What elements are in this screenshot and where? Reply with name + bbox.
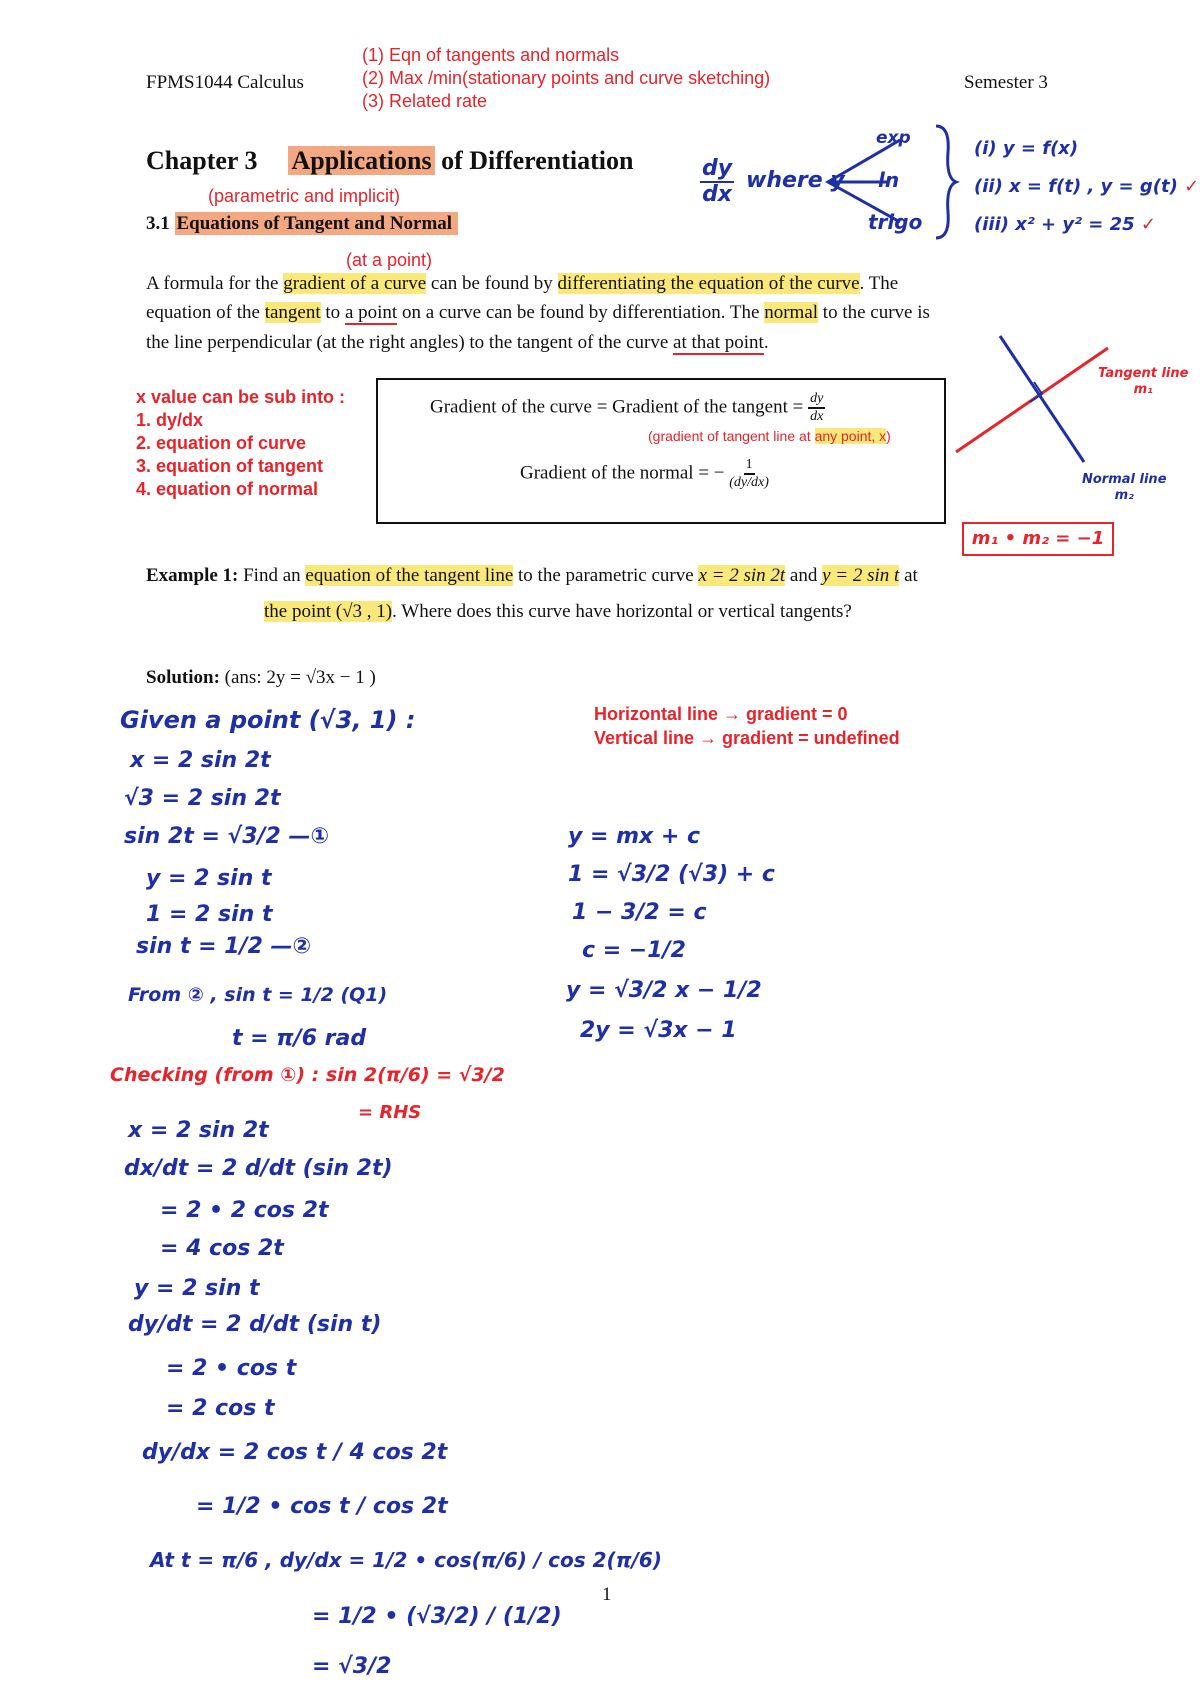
- example-label: Example 1:: [146, 565, 239, 586]
- semester-label: Semester 3: [964, 72, 1048, 93]
- work-line: y = mx + c: [568, 824, 700, 849]
- work-line: = 2 • cos t: [166, 1356, 297, 1381]
- work-line: x = 2 sin 2t: [128, 1118, 269, 1143]
- intro-line-2: equation of the tangent to a point on a curve can be found by differentiation. The normal to the curve is: [146, 302, 930, 323]
- horizontal-note: Horizontal line → gradient = 0: [594, 704, 848, 724]
- work-line: = 1/2 • cos t / cos 2t: [196, 1494, 448, 1519]
- work-line: sin t = 1/2 —②: [136, 934, 312, 959]
- chapter-prefix: Chapter 3: [146, 146, 258, 175]
- dydx-label: $\frac{dy}{dx}$: [702, 156, 733, 207]
- solution-label: Solution:: [146, 667, 220, 688]
- chapter-title: [146, 146, 633, 176]
- perpendicular-product-box: m₁ • m₂ = −1: [962, 522, 1114, 556]
- function-forms: [974, 130, 1199, 244]
- list-item: 4. equation of normal: [136, 479, 319, 499]
- work-line: = √3/2: [312, 1654, 392, 1679]
- work-line: = 1/2 • (√3/2) / (1/2): [312, 1604, 562, 1629]
- work-line: Checking (from ①) : sin 2(π/6) = √3/2: [110, 1064, 505, 1086]
- xvalue-title: x value can be sub into :: [136, 387, 346, 407]
- list-item: 2. equation of curve: [136, 433, 307, 453]
- solution-answer: (ans: 2y = √3x − 1 ): [219, 667, 376, 688]
- form-explicit: (i) y = f(x): [974, 138, 1079, 159]
- branch-trigo: trigo: [868, 210, 923, 234]
- work-line: 1 − 3/2 = c: [572, 900, 707, 925]
- intro-line-3: the line perpendicular (at the right angles) to the tangent of the curve at that point.: [146, 332, 769, 353]
- list-item: 3. equation of tangent: [136, 456, 323, 476]
- curly-brace-icon: [930, 122, 960, 242]
- xvalue-note: [136, 386, 345, 501]
- intro-line-1: A formula for the gradient of a curve can be found by differentiating the equation of the curve. The: [146, 273, 899, 294]
- work-line: 2y = √3x − 1: [580, 1018, 737, 1043]
- normal-gradient-formula: Gradient of the normal = − $\frac{1}{(dy/dx)}$: [520, 457, 769, 490]
- tangent-direction-note: [594, 702, 900, 750]
- topic-list: [362, 44, 770, 113]
- branch-ln: ln: [878, 168, 900, 192]
- work-line: y = 2 sin t: [146, 866, 272, 891]
- where-y-label: where y: [746, 168, 845, 193]
- form-parametric: (ii) x = f(t) , y = g(t) ✓: [974, 176, 1200, 197]
- work-line: c = −1/2: [582, 938, 686, 963]
- tangent-line-label: Tangent line m₁: [1098, 366, 1189, 397]
- check-icon: ✓: [1184, 176, 1200, 197]
- work-line: = 2 • 2 cos 2t: [160, 1198, 329, 1223]
- section-number: 3.1: [146, 213, 170, 234]
- page-number: 1: [602, 1584, 612, 1605]
- branch-exp: exp: [876, 128, 911, 148]
- work-line: = RHS: [358, 1102, 422, 1123]
- work-line: sin 2t = √3/2 —①: [124, 824, 330, 849]
- chapter-note: (parametric and implicit): [208, 186, 401, 206]
- at-a-point-note: (at a point): [346, 250, 433, 270]
- topic-item: (3) Related rate: [362, 91, 488, 111]
- tangent-note: (gradient of tangent line at any point, x): [648, 428, 891, 444]
- work-line: y = √3/2 x − 1/2: [566, 978, 762, 1003]
- work-line: = 2 cos t: [166, 1396, 275, 1421]
- work-line: dy/dx = 2 cos t / 4 cos 2t: [142, 1440, 448, 1465]
- work-line: At t = π/6 , dy/dx = 1/2 • cos(π/6) / cos 2(π/6): [150, 1548, 662, 1572]
- work-line: t = π/6 rad: [232, 1026, 367, 1051]
- section-heading: [146, 213, 458, 235]
- form-implicit: (iii) x² + y² = 25 ✓: [974, 214, 1156, 235]
- work-line: Given a point (√3, 1) :: [120, 706, 416, 734]
- work-line: √3 = 2 sin 2t: [124, 786, 281, 811]
- normal-line-label: Normal line m₂: [1082, 472, 1167, 503]
- example-line-2: the point (√3 , 1). Where does this curve have horizontal or vertical tangents?: [264, 601, 852, 622]
- course-title: FPMS1044 Calculus: [146, 72, 304, 93]
- work-line: 1 = 2 sin t: [146, 902, 273, 927]
- chapter-rest: of Differentiation: [441, 146, 634, 175]
- topic-item: (2) Max /min(stationary points and curve sketching): [362, 68, 771, 88]
- list-item: 1. dy/dx: [136, 410, 204, 430]
- solution-line: [146, 664, 376, 692]
- tangent-gradient-formula: Gradient of the curve = Gradient of the tangent = $\frac{dy}{dx}$: [430, 391, 824, 424]
- work-line: = 4 cos 2t: [160, 1236, 284, 1261]
- vertical-note: Vertical line → gradient = undefined: [594, 728, 900, 748]
- example-line-1: Example 1: Find an equation of the tangent line to the parametric curve x = 2 sin 2t and y = 2 sin t at: [146, 565, 918, 586]
- tangent-normal-diagram: [950, 330, 1120, 470]
- work-line: dx/dt = 2 d/dt (sin 2t): [124, 1156, 393, 1181]
- work-line: From ② , sin t = 1/2 (Q1): [128, 984, 388, 1006]
- work-line: dy/dt = 2 d/dt (sin t): [128, 1312, 382, 1337]
- work-line: x = 2 sin 2t: [130, 748, 271, 773]
- work-line: y = 2 sin t: [134, 1276, 260, 1301]
- chapter-highlight: Applications: [288, 146, 434, 175]
- section-title: Equations of Tangent and Normal: [175, 212, 459, 235]
- check-icon: ✓: [1140, 214, 1156, 235]
- topic-item: (1) Eqn of tangents and normals: [362, 45, 620, 65]
- work-line: 1 = √3/2 (√3) + c: [568, 862, 775, 887]
